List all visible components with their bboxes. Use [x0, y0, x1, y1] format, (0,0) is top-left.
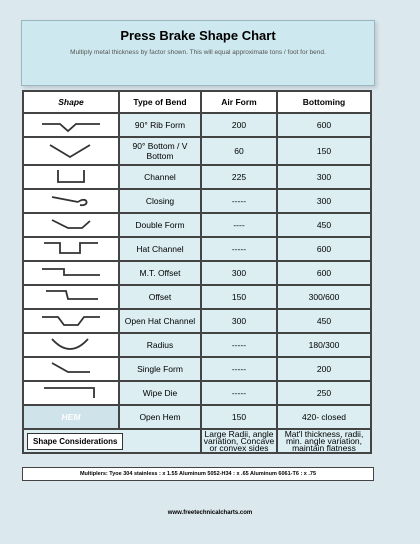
- offset-shape-cell: [23, 285, 119, 309]
- air-form-value: ----: [201, 213, 277, 237]
- table-row: [23, 165, 371, 189]
- type-of-bend: Offset: [119, 285, 201, 309]
- type-of-bend: Hat Channel: [119, 237, 201, 261]
- bottoming-value: 420- closed: [277, 405, 371, 429]
- closing-shape-icon: [38, 191, 104, 211]
- bottoming-value: 600: [277, 237, 371, 261]
- radius-shape-icon: [38, 335, 104, 355]
- mt-offset-shape-cell: [23, 261, 119, 285]
- chart-title: Press Brake Shape Chart: [120, 28, 276, 43]
- bottoming-value: 450: [277, 309, 371, 333]
- table-row: [23, 405, 371, 429]
- table-row: [23, 113, 371, 137]
- single-form-shape-cell: [23, 357, 119, 381]
- column-header-type-of-bend: Type of Bend: [119, 91, 201, 113]
- type-of-bend: Closing: [119, 189, 201, 213]
- bottoming-value: 250: [277, 381, 371, 405]
- table-row: [23, 213, 371, 237]
- shape-considerations-row: [23, 429, 371, 453]
- air-form-value: 60: [201, 137, 277, 165]
- rib-form-shape-icon: [38, 115, 104, 135]
- footer-url: www.freetechnicalcharts.com: [167, 510, 253, 516]
- air-form-value: -----: [201, 333, 277, 357]
- table-row: [23, 237, 371, 261]
- type-of-bend: 90° Bottom / V Bottom: [119, 137, 201, 165]
- bottoming-value: 150: [277, 137, 371, 165]
- chart-subtitle: Multiply metal thickness by factor shown. This will equal approximate tons / foot for bend.: [70, 49, 326, 56]
- bottoming-considerations: Mat'l thickness, radii, min. angle variation, maintain flatness: [277, 429, 371, 453]
- type-of-bend: M.T. Offset: [119, 261, 201, 285]
- table-header-row: [23, 91, 371, 113]
- air-form-value: -----: [201, 237, 277, 261]
- hat-channel-shape-icon: [38, 239, 104, 259]
- closing-shape-cell: [23, 189, 119, 213]
- channel-shape-icon: [38, 167, 104, 187]
- air-form-value: 150: [201, 405, 277, 429]
- wipe-die-shape-icon: [38, 383, 104, 403]
- air-form-value: 300: [201, 261, 277, 285]
- table-row: [23, 137, 371, 165]
- table-row: [23, 381, 371, 405]
- type-of-bend: Single Form: [119, 357, 201, 381]
- open-hat-channel-shape-cell: [23, 309, 119, 333]
- table-row: [23, 309, 371, 333]
- column-header-bottoming: Bottoming: [277, 91, 371, 113]
- air-form-value: 150: [201, 285, 277, 309]
- air-form-considerations: Large Radii, angle variation, Concave or convex sides: [201, 429, 277, 453]
- air-form-value: 200: [201, 113, 277, 137]
- table-row: [23, 189, 371, 213]
- type-of-bend: Double Form: [119, 213, 201, 237]
- wipe-die-shape-cell: [23, 381, 119, 405]
- table-row: [23, 285, 371, 309]
- bottoming-value: 300: [277, 189, 371, 213]
- table-row: [23, 357, 371, 381]
- type-of-bend: Channel: [119, 165, 201, 189]
- v-bottom-shape-icon: [38, 141, 104, 161]
- channel-shape-cell: [23, 165, 119, 189]
- air-form-value: -----: [201, 357, 277, 381]
- double-form-shape-icon: [38, 215, 104, 235]
- air-form-value: -----: [201, 189, 277, 213]
- type-of-bend: Wipe Die: [119, 381, 201, 405]
- bottoming-value: 300: [277, 165, 371, 189]
- bottoming-value: 600: [277, 261, 371, 285]
- mt-offset-shape-icon: [38, 263, 104, 283]
- type-of-bend: Open Hem: [119, 405, 201, 429]
- bottoming-value: 200: [277, 357, 371, 381]
- table-row: [23, 333, 371, 357]
- single-form-shape-icon: [38, 359, 104, 379]
- column-header-shape: Shape: [23, 91, 119, 113]
- hem-label: HEM: [23, 405, 119, 429]
- radius-shape-cell: [23, 333, 119, 357]
- bottoming-value: 180/300: [277, 333, 371, 357]
- multipliers-note: Multiplers: Tyoe 304 stainless : x 1.55 Aluminum 5052-H34 : x .65 Aluminum 6061-T6 : x .75: [22, 467, 374, 481]
- v-bottom-shape-cell: [23, 137, 119, 165]
- bottoming-value: 600: [277, 113, 371, 137]
- chart-header: [21, 20, 375, 86]
- offset-shape-icon: [38, 287, 104, 307]
- type-of-bend: 90° Rib Form: [119, 113, 201, 137]
- hat-channel-shape-cell: [23, 237, 119, 261]
- air-form-value: 225: [201, 165, 277, 189]
- type-of-bend: Radius: [119, 333, 201, 357]
- air-form-value: -----: [201, 381, 277, 405]
- bottoming-value: 450: [277, 213, 371, 237]
- type-of-bend: Open Hat Channel: [119, 309, 201, 333]
- open-hat-channel-shape-icon: [38, 311, 104, 331]
- table-row: [23, 261, 371, 285]
- shape-considerations-label: Shape Considerations: [27, 433, 123, 450]
- column-header-air-form: Air Form: [201, 91, 277, 113]
- press-brake-table: [22, 90, 372, 454]
- rib-form-shape-cell: [23, 113, 119, 137]
- double-form-shape-cell: [23, 213, 119, 237]
- air-form-value: 300: [201, 309, 277, 333]
- bottoming-value: 300/600: [277, 285, 371, 309]
